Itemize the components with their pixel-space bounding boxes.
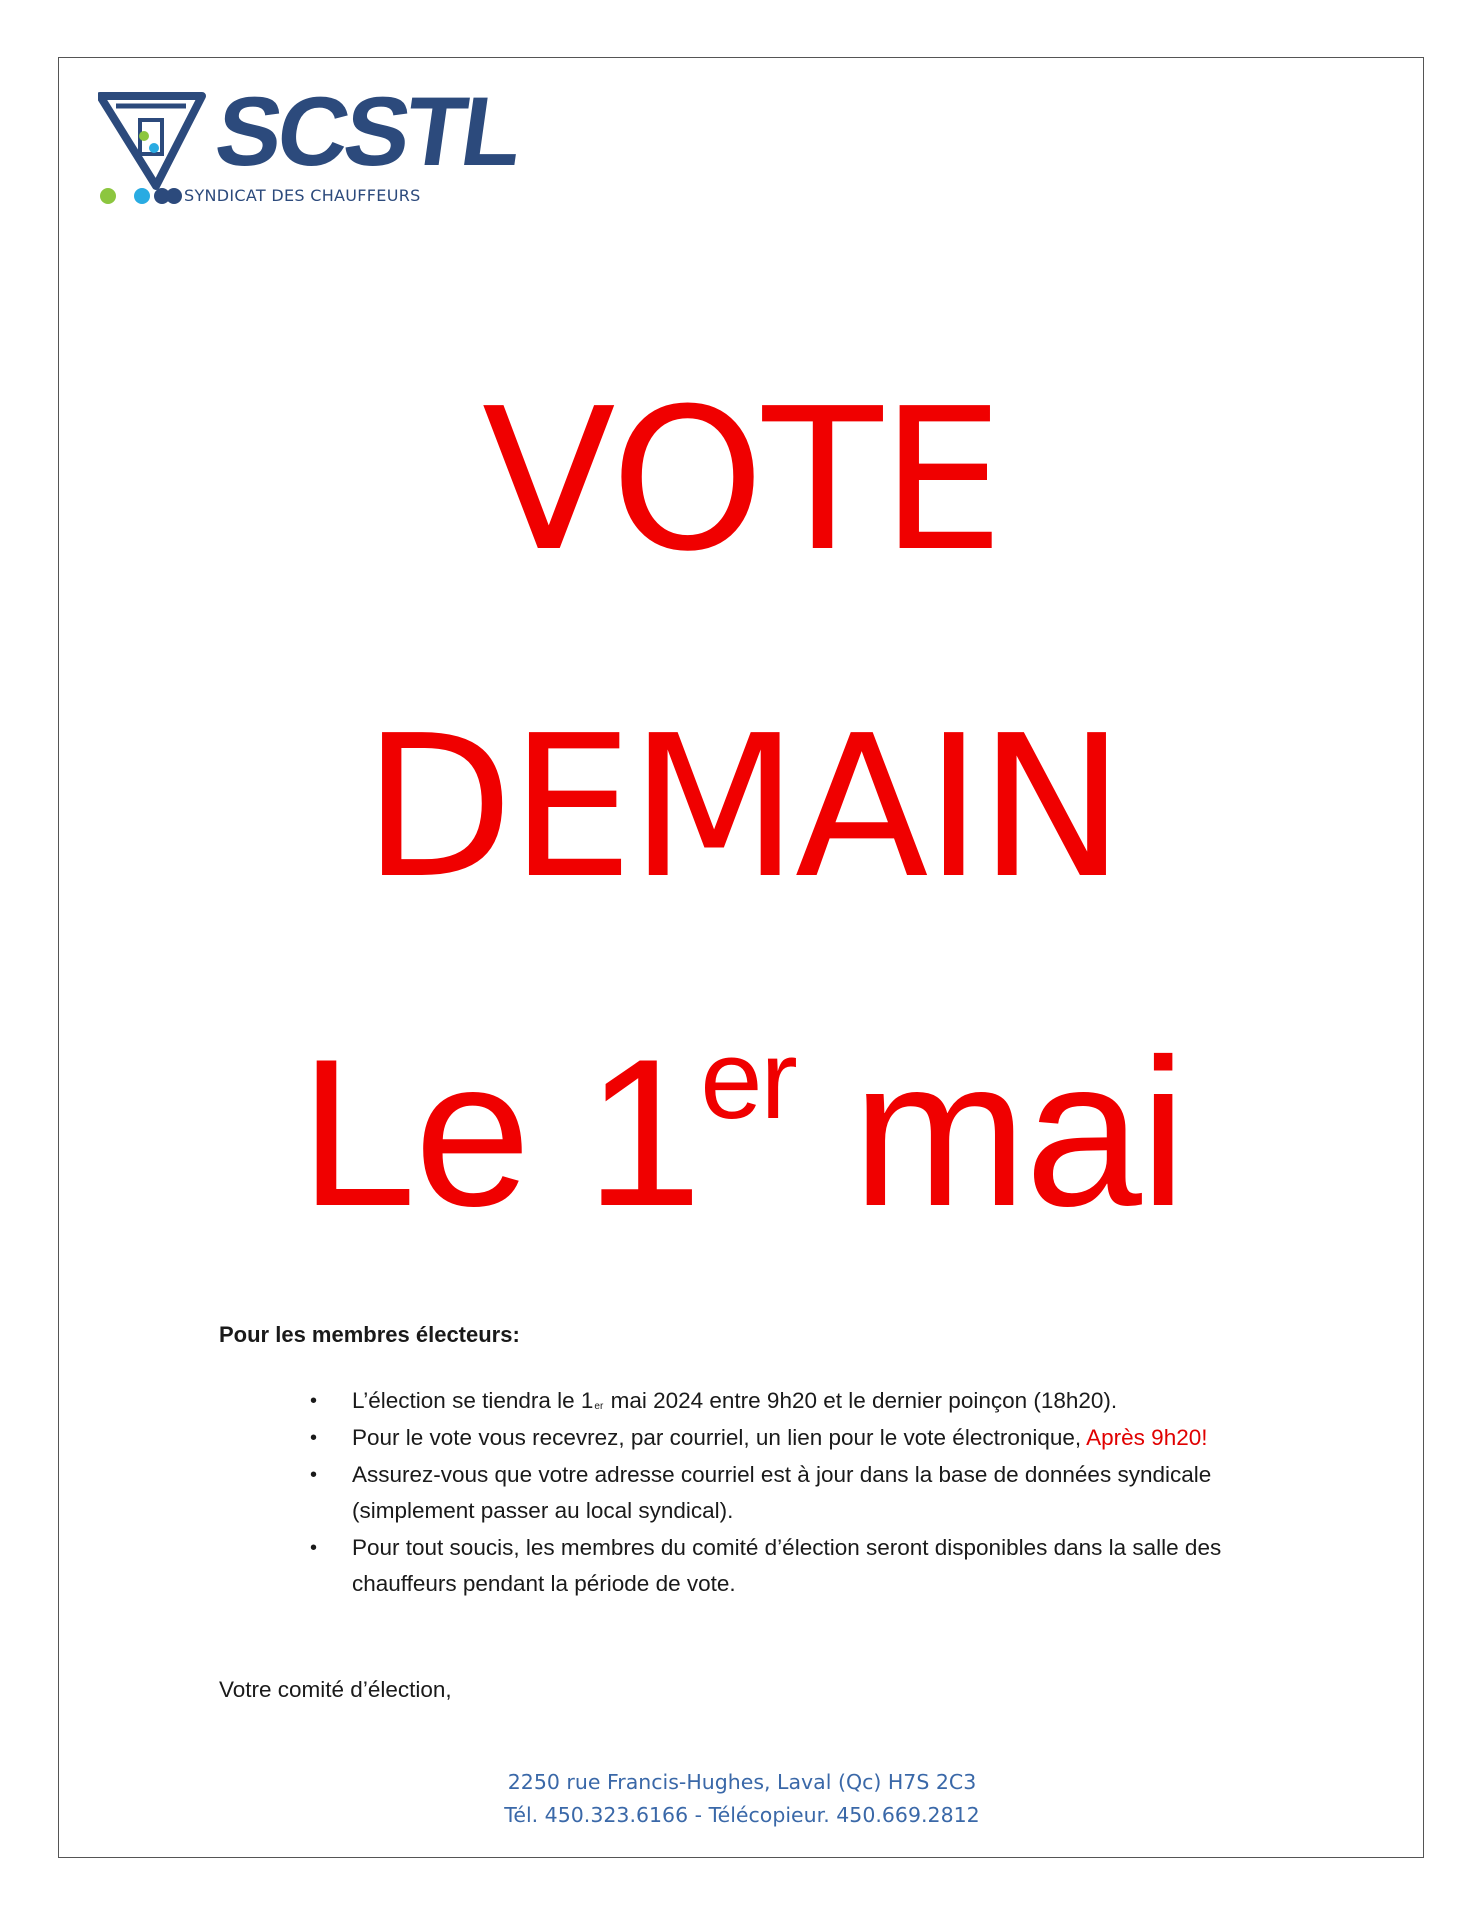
list-item: [300, 1420, 1270, 1456]
logo-dot-navy-2: [166, 188, 182, 204]
list-item-text: L’élection se tiendra le 1: [352, 1388, 594, 1413]
bullet: •: [310, 1427, 318, 1449]
list-item: [300, 1383, 1270, 1419]
headline-date-post: mai: [795, 1015, 1185, 1250]
headline-vote: VOTE: [481, 367, 1003, 595]
bullet: •: [310, 1390, 318, 1412]
bullet: •: [310, 1537, 318, 1559]
headline-date-pre: Le 1: [299, 1015, 701, 1250]
intro-heading: Pour les membres électeurs:: [219, 1322, 520, 1347]
footer-address: 2250 rue Francis-Hughes, Laval (Qc) H7S 2C3: [507, 1770, 977, 1794]
logo-dot-light-blue: [134, 188, 150, 204]
list-item-text-post: mai 2024 entre 9h20 et le dernier poinçon (18h20).: [604, 1388, 1118, 1413]
info-list: [300, 1383, 1270, 1603]
logo-brand: SCSTL: [209, 76, 526, 186]
headline-date-sup: er: [700, 1017, 796, 1142]
scstl-logo: [98, 76, 526, 212]
logo-subtitle: SYNDICAT DES CHAUFFEURS: [184, 186, 421, 205]
signoff: Votre comité d’élection,: [219, 1677, 452, 1702]
list-item: [300, 1530, 1270, 1602]
list-item: [300, 1457, 1270, 1529]
bullet: •: [310, 1464, 318, 1486]
list-item-text: Pour tout soucis, les membres du comité d’élection seront disponibles dans la salle des chauffeurs pendant la période de vote.: [352, 1535, 1222, 1596]
list-item-text: Assurez-vous que votre adresse courriel est à jour dans la base de données syndicale (simplement passer au local syndical).: [352, 1462, 1212, 1523]
logo-triangle-icon: [98, 90, 210, 190]
headline-date: [0, 1015, 1484, 1250]
footer-phones: Tél. 450.323.6166 - Télécopieur. 450.669.2812: [504, 1803, 980, 1827]
headline-demain: DEMAIN: [362, 694, 1122, 922]
list-item-highlight: Après 9h20!: [1086, 1425, 1208, 1450]
list-item-sup: er: [594, 1401, 604, 1412]
logo-dot-green: [100, 188, 116, 204]
list-item-text: Pour le vote vous recevrez, par courriel, un lien pour le vote électronique,: [352, 1425, 1087, 1450]
